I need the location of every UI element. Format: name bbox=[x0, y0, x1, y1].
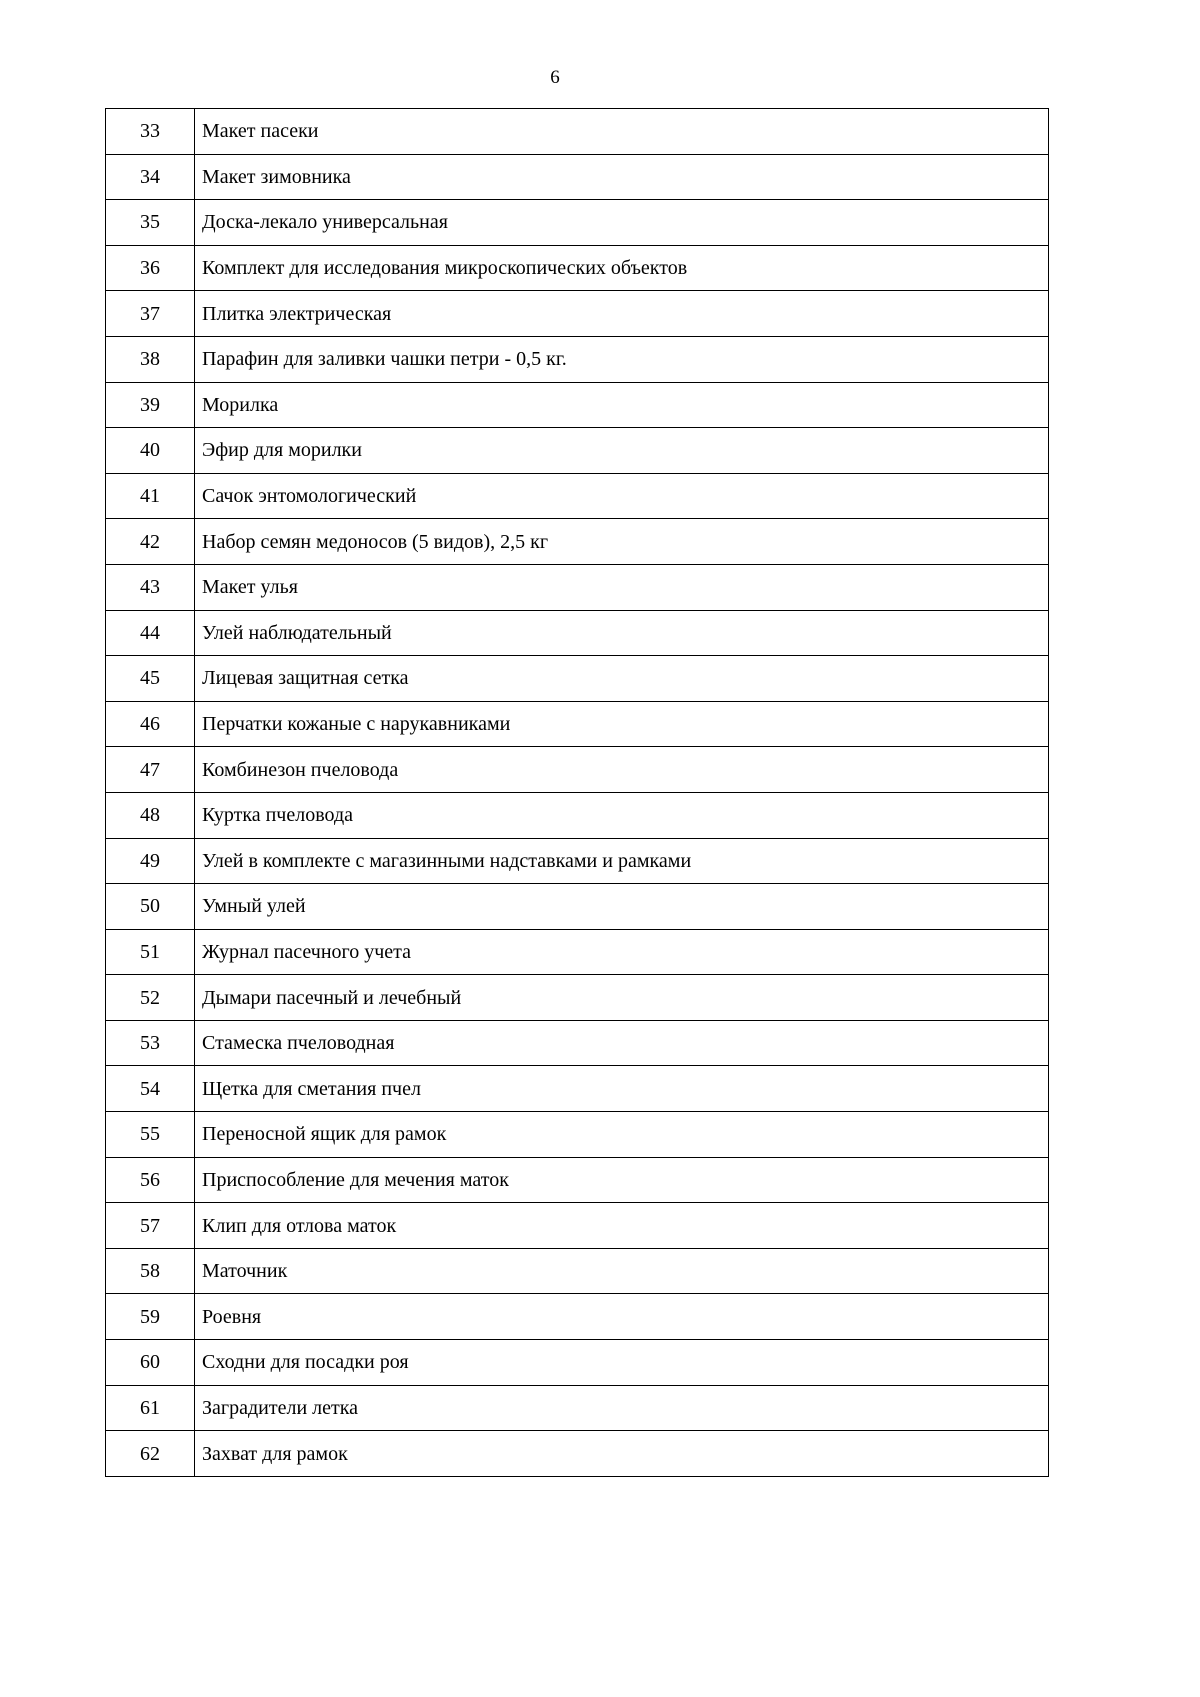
item-name-cell: Макет улья bbox=[195, 564, 1049, 610]
table-row bbox=[106, 701, 1049, 747]
item-name-cell: Улей наблюдательный bbox=[195, 610, 1049, 656]
row-number-cell: 59 bbox=[106, 1294, 195, 1340]
row-number-cell: 37 bbox=[106, 291, 195, 337]
row-number-cell: 58 bbox=[106, 1248, 195, 1294]
table-row bbox=[106, 1020, 1049, 1066]
row-number-cell: 47 bbox=[106, 747, 195, 793]
row-number-cell: 33 bbox=[106, 109, 195, 155]
item-name-cell: Сходни для посадки роя bbox=[195, 1340, 1049, 1386]
item-name-cell: Макет пасеки bbox=[195, 109, 1049, 155]
row-number-cell: 52 bbox=[106, 975, 195, 1021]
row-number-cell: 51 bbox=[106, 929, 195, 975]
row-number-cell: 61 bbox=[106, 1385, 195, 1431]
table-row bbox=[106, 838, 1049, 884]
table-row bbox=[106, 245, 1049, 291]
table-row bbox=[106, 428, 1049, 474]
item-name-cell: Эфир для морилки bbox=[195, 428, 1049, 474]
table-row bbox=[106, 1385, 1049, 1431]
item-name-cell: Набор семян медоносов (5 видов), 2,5 кг bbox=[195, 519, 1049, 565]
item-name-cell: Улей в комплекте с магазинными надставками и рамками bbox=[195, 838, 1049, 884]
item-name-cell: Комбинезон пчеловода bbox=[195, 747, 1049, 793]
row-number-cell: 48 bbox=[106, 792, 195, 838]
item-name-cell: Щетка для сметания пчел bbox=[195, 1066, 1049, 1112]
table-row bbox=[106, 1431, 1049, 1477]
table-row bbox=[106, 1340, 1049, 1386]
table-row bbox=[106, 792, 1049, 838]
item-name-cell: Макет зимовника bbox=[195, 154, 1049, 200]
table-row bbox=[106, 336, 1049, 382]
row-number-cell: 42 bbox=[106, 519, 195, 565]
row-number-cell: 40 bbox=[106, 428, 195, 474]
row-number-cell: 41 bbox=[106, 473, 195, 519]
item-name-cell: Парафин для заливки чашки петри - 0,5 кг. bbox=[195, 336, 1049, 382]
row-number-cell: 39 bbox=[106, 382, 195, 428]
item-name-cell: Перчатки кожаные с нарукавниками bbox=[195, 701, 1049, 747]
table-row bbox=[106, 473, 1049, 519]
table-row bbox=[106, 564, 1049, 610]
table-row bbox=[106, 1203, 1049, 1249]
item-name-cell: Плитка электрическая bbox=[195, 291, 1049, 337]
item-name-cell: Дымари пасечный и лечебный bbox=[195, 975, 1049, 1021]
table-row bbox=[106, 610, 1049, 656]
table-row bbox=[106, 109, 1049, 155]
row-number-cell: 50 bbox=[106, 884, 195, 930]
row-number-cell: 53 bbox=[106, 1020, 195, 1066]
equipment-table bbox=[105, 108, 1049, 1477]
row-number-cell: 46 bbox=[106, 701, 195, 747]
table-row bbox=[106, 747, 1049, 793]
table-row bbox=[106, 1157, 1049, 1203]
table-row bbox=[106, 382, 1049, 428]
item-name-cell: Комплект для исследования микроскопических объектов bbox=[195, 245, 1049, 291]
table-row bbox=[106, 1066, 1049, 1112]
table-row bbox=[106, 1112, 1049, 1158]
table-row bbox=[106, 1294, 1049, 1340]
item-name-cell: Лицевая защитная сетка bbox=[195, 656, 1049, 702]
item-name-cell: Журнал пасечного учета bbox=[195, 929, 1049, 975]
table-row bbox=[106, 975, 1049, 1021]
row-number-cell: 44 bbox=[106, 610, 195, 656]
item-name-cell: Маточник bbox=[195, 1248, 1049, 1294]
row-number-cell: 62 bbox=[106, 1431, 195, 1477]
table-row bbox=[106, 519, 1049, 565]
table-row bbox=[106, 656, 1049, 702]
table-body bbox=[106, 109, 1049, 1477]
item-name-cell: Доска-лекало универсальная bbox=[195, 200, 1049, 246]
item-name-cell: Сачок энтомологический bbox=[195, 473, 1049, 519]
table-row bbox=[106, 929, 1049, 975]
item-name-cell: Переносной ящик для рамок bbox=[195, 1112, 1049, 1158]
item-name-cell: Морилка bbox=[195, 382, 1049, 428]
item-name-cell: Заградители летка bbox=[195, 1385, 1049, 1431]
item-name-cell: Клип для отлова маток bbox=[195, 1203, 1049, 1249]
table-row bbox=[106, 200, 1049, 246]
row-number-cell: 56 bbox=[106, 1157, 195, 1203]
row-number-cell: 36 bbox=[106, 245, 195, 291]
row-number-cell: 43 bbox=[106, 564, 195, 610]
row-number-cell: 49 bbox=[106, 838, 195, 884]
page-number: 6 bbox=[550, 67, 560, 88]
item-name-cell: Куртка пчеловода bbox=[195, 792, 1049, 838]
table-row bbox=[106, 1248, 1049, 1294]
table-row bbox=[106, 154, 1049, 200]
row-number-cell: 35 bbox=[106, 200, 195, 246]
table-row bbox=[106, 291, 1049, 337]
item-name-cell: Приспособление для мечения маток bbox=[195, 1157, 1049, 1203]
row-number-cell: 57 bbox=[106, 1203, 195, 1249]
table-row bbox=[106, 884, 1049, 930]
row-number-cell: 45 bbox=[106, 656, 195, 702]
row-number-cell: 60 bbox=[106, 1340, 195, 1386]
row-number-cell: 54 bbox=[106, 1066, 195, 1112]
item-name-cell: Умный улей bbox=[195, 884, 1049, 930]
item-name-cell: Захват для рамок bbox=[195, 1431, 1049, 1477]
item-name-cell: Стамеска пчеловодная bbox=[195, 1020, 1049, 1066]
row-number-cell: 34 bbox=[106, 154, 195, 200]
row-number-cell: 38 bbox=[106, 336, 195, 382]
row-number-cell: 55 bbox=[106, 1112, 195, 1158]
item-name-cell: Роевня bbox=[195, 1294, 1049, 1340]
